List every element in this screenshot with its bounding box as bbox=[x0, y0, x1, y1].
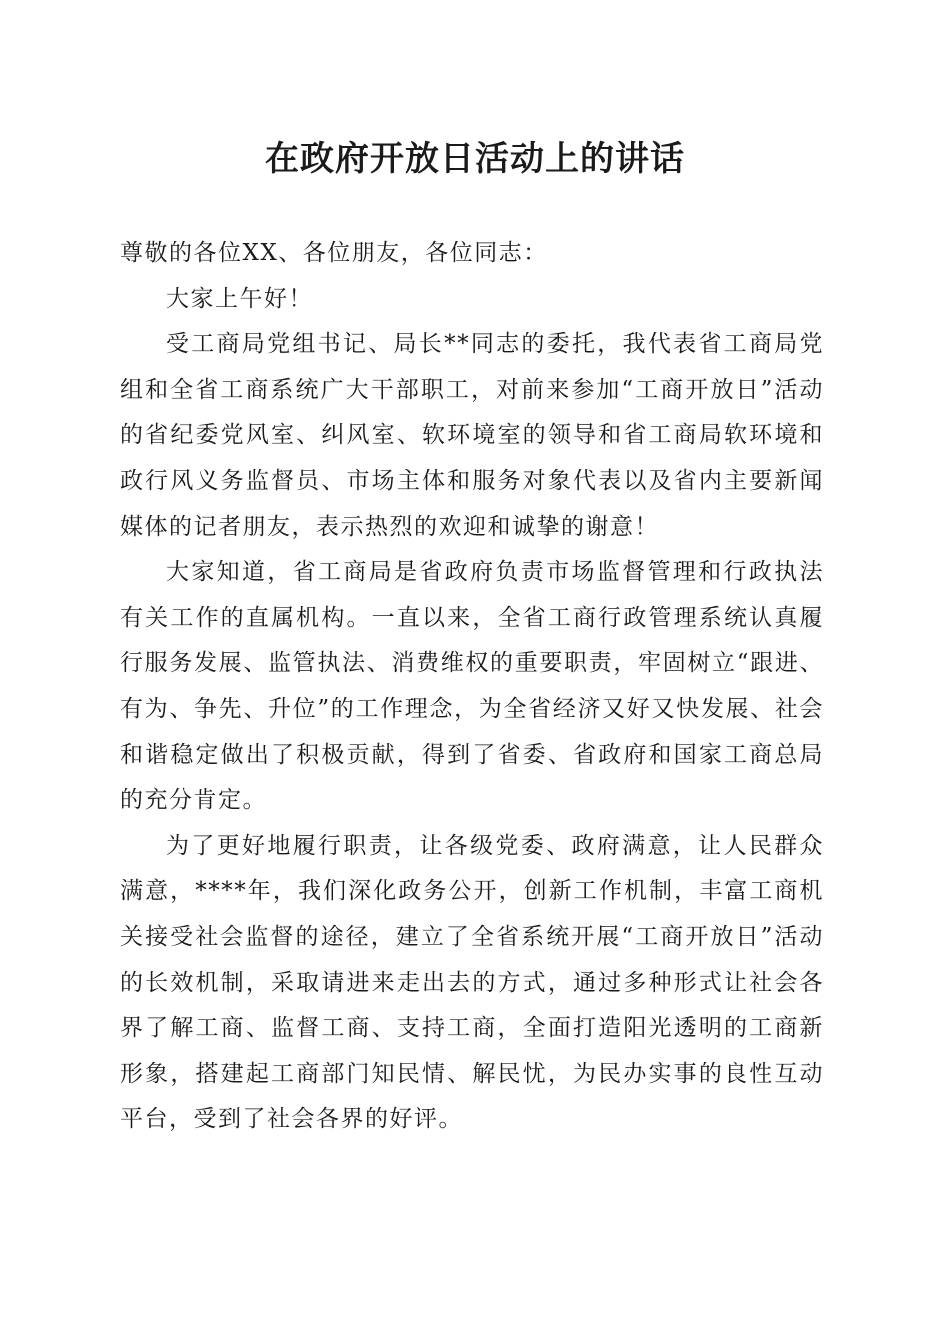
paragraph-introduction: 大家知道，省工商局是省政府负责市场监督管理和行政执法有关工作的直属机构。一直以来，全省工商行政管理系统认真履行服务发展、监管执法、消费维权的重要职责，牢固树立“跟进、有为、争先、升位”的工作理念，为全省经济又好又快发展、社会和谐稳定做出了积极贡献，得到了省委、省政府和国家工商总局的充分肯定。 bbox=[120, 559, 824, 814]
salutation: 尊敬的各位XX、各位朋友，各位同志： bbox=[120, 240, 548, 266]
document-title: 在政府开放日活动上的讲话 bbox=[265, 139, 685, 179]
paragraph-welcome: 受工商局党组书记、局长**同志的委托，我代表省工商局党组和全省工商系统广大干部职工，对前来参加“工商开放日”活动的省纪委党风室、纠风室、软环境室的领导和省工商局软环境和政行风义务监督员、市场主体和服务对象代表以及省内主要新闻媒体的记者朋友，表示热烈的欢迎和诚挚的谢意！ bbox=[120, 331, 824, 540]
paragraph-open-day: 为了更好地履行职责，让各级党委、政府满意，让人民群众满意，****年，我们深化政务公开，创新工作机制，丰富工商机关接受社会监督的途径，建立了全省系统开展“工商开放日”活动的长效机制，采取请进来走出去的方式，通过多种形式让社会各界了解工商、监督工商、支持工商，全面打造阳光透明的工商新形象，搭建起工商部门知民情、解民忧，为民办实事的良性互动平台，受到了社会各界的好评。 bbox=[120, 832, 824, 1133]
paragraph-greeting: 大家上午好！ bbox=[166, 285, 313, 312]
document-body bbox=[120, 231, 824, 1143]
